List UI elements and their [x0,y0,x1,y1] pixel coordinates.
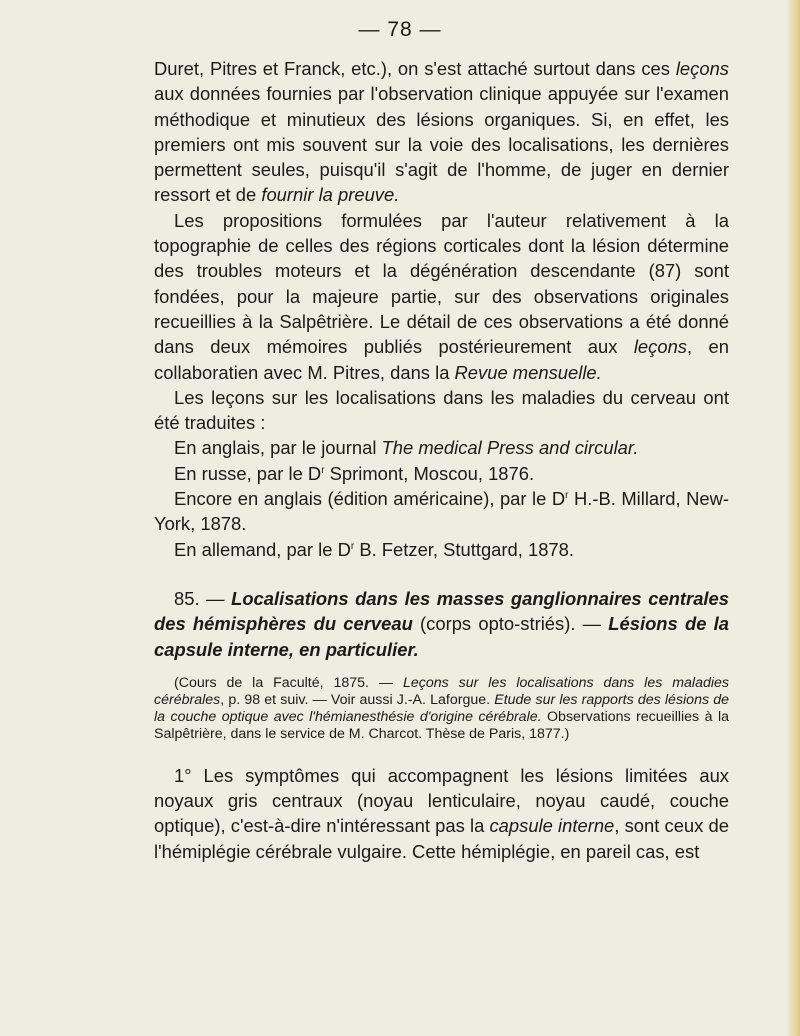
italic-text: Etude sur les rapports des lésions de la couche optique avec l'hémianesthésie d'origine cérébrale. [154,692,730,726]
italic-text: Leçons sur les localisations dans les maladies cérébrales [154,674,729,709]
text-run: Observations recueillies à la Salpêtrière, dans le service de M. Charcot. Thèse de Paris, 1877.) [154,709,729,743]
paragraph-final [154,763,729,864]
italic-text: leçons [633,336,687,358]
italic-text: capsule interne [489,815,615,837]
text-run: aux données fournies par l'observation clinique appuyée sur l'examen méthodique et minutieux des lésions organiques. Si, en effet, les premiers ont mis souvent sur la voie des localisations, les dernières permettent seules, puisqu'il s'agit de l'homme, de juger en dernier ressort et de [154,83,729,206]
italic-text: Localisations dans les masses ganglionnaires centrales des hémisphères du cerveau [154,587,729,635]
text-body [154,56,729,864]
italic-text: The medical Press and circular. [381,437,639,459]
text-run: Sprimont, Moscou, 1876. [324,462,535,484]
text-run: En allemand, par le D [174,538,351,560]
text-run: (corps opto-striés). — [412,613,609,635]
text-run: En anglais, par le journal [174,437,382,459]
section-heading [154,586,729,662]
text-run: 1° Les symptômes qui accompagnent les lésions limitées aux noyaux gris centraux (noyau lenticulaire, noyau caudé, couche optique), c'est-à-dire n'intéressant pas la [154,764,729,837]
bibliographic-note [154,675,729,744]
superscript: r [321,464,325,476]
text-run: 85. — [174,587,232,609]
italic-text: fournir la preuve. [261,184,400,206]
paragraph-3 [154,385,729,436]
text-run: En russe, par le D [174,462,322,484]
text-run: B. Fetzer, Stuttgard, 1878. [354,538,574,560]
text-run: , p. 98 et suiv. — Voir aussi J.-A. Laforgue. [220,692,495,709]
text-run: , en collaboratien avec M. Pitres, dans la [154,336,729,383]
superscript: r [350,540,355,552]
paragraph-6 [154,486,729,537]
text-run: Encore en anglais (édition américaine), par le D [174,488,566,510]
paragraph-2 [154,208,729,385]
paragraph-1 [154,56,729,208]
page-edge [786,0,800,1036]
text-run: Les propositions formulées par l'auteur relativement à la topographie de celles des régions corticales dont la lésion détermine des troubles moteurs et la dégénération descendante (87) sont fondées, pour la majeure partie, sur des observations originales recueillies à la Salpêtrière. Le détail de ces observations a été donné dans deux mémoires publiés postérieurement aux [154,209,729,358]
italic-text: Lésions de la capsule interne, en particulier. [154,613,729,660]
italic-text: Revue mensuelle. [454,361,602,383]
superscript: r [565,489,569,501]
page-number: — 78 — [358,18,442,41]
paragraph-7 [154,537,729,562]
text-run: Duret, Pitres et Franck, etc.), on s'est attaché surtout dans ces [154,58,676,79]
paragraph-5 [154,461,729,486]
text-run: (Cours de la Faculté, 1875. — [174,674,403,691]
paragraph-4 [154,435,729,460]
text-run: Les leçons sur les localisations dans les maladies du cerveau ont été traduites : [154,386,729,434]
text-run: , sont ceux de l'hémiplégie cérébrale vulgaire. Cette hémiplégie, en pareil cas, est [154,815,729,862]
italic-text: leçons [675,58,729,79]
text-run: H.-B. Millard, New-York, 1878. [154,488,729,535]
